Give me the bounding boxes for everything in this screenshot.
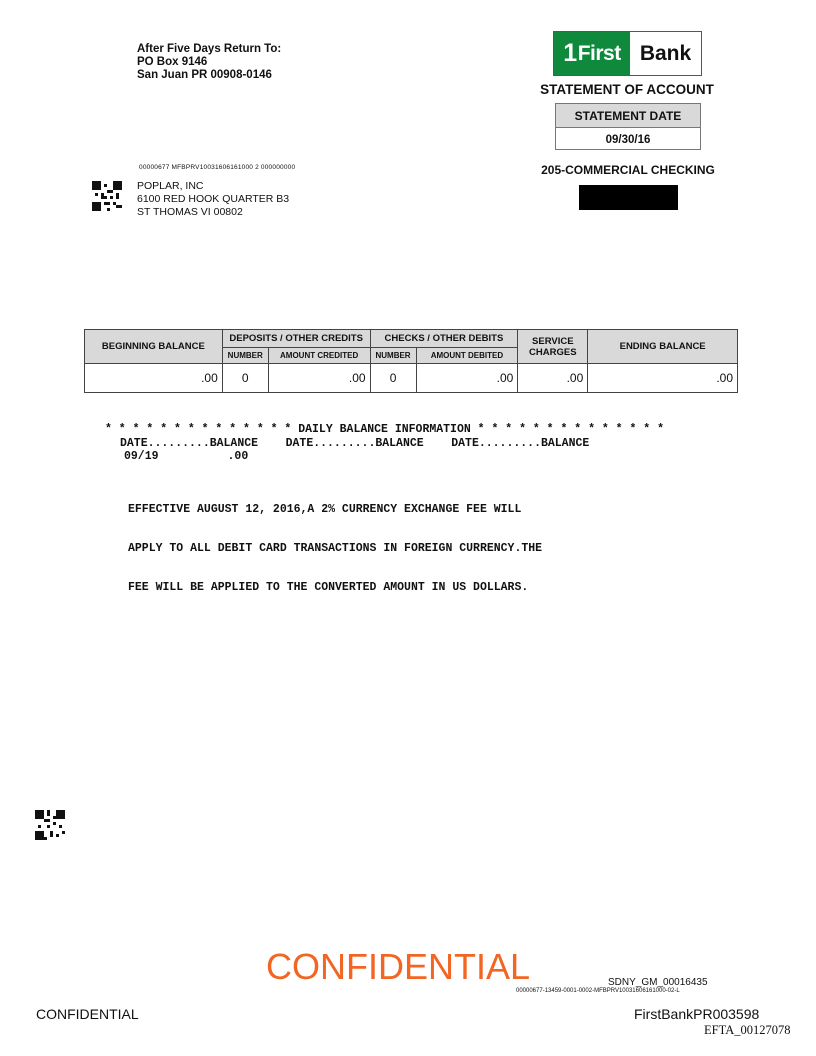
statement-date-value: 09/30/16 xyxy=(605,133,651,146)
bates-number: FirstBankPR003598 xyxy=(634,1006,760,1022)
fee-notice xyxy=(128,477,542,607)
daily-balance-row: 09/19 .00 xyxy=(124,450,249,463)
return-address xyxy=(137,43,281,82)
barcode-icon xyxy=(35,810,65,840)
bank-logo xyxy=(553,31,702,76)
daily-balance-banner: * * * * * * * * * * * * * * DAILY BALANCE INFORMATION * * * * * * * * * * * * * * xyxy=(105,423,664,436)
deposits-number-value: 0 xyxy=(222,364,268,393)
return-address-line3: San Juan PR 00908-0146 xyxy=(137,69,272,81)
confidential-stamp: CONFIDENTIAL xyxy=(266,946,531,987)
micro-code: 00000677-13459-0001-0002-MFBPRV10031606161000-02-L xyxy=(516,988,680,994)
header-beginning-balance: BEGINNING BALANCE xyxy=(85,330,223,364)
mailing-code: 00000677 MFBPRV10031606161000 2 000000000 xyxy=(139,164,296,171)
amount-credited-value: .00 xyxy=(268,364,370,393)
barcode-icon xyxy=(92,181,122,211)
statement-date-label: STATEMENT DATE xyxy=(556,104,700,128)
fee-notice-line1: EFFECTIVE AUGUST 12, 2016,A 2% CURRENCY EXCHANGE FEE WILL xyxy=(128,503,522,516)
account-summary-table xyxy=(84,329,738,393)
header-deposits: DEPOSITS / OTHER CREDITS xyxy=(222,330,370,348)
recipient-name: POPLAR, INC xyxy=(137,180,204,192)
table-row xyxy=(85,364,738,393)
bank-logo-word-bank: Bank xyxy=(639,41,692,65)
statement-date-box xyxy=(555,103,701,150)
return-address-line1: After Five Days Return To: xyxy=(137,43,282,55)
service-charges-value: .00 xyxy=(518,364,588,393)
fee-notice-line3: FEE WILL BE APPLIED TO THE CONVERTED AMOUNT IN US DOLLARS. xyxy=(128,581,529,594)
account-type: 205-COMMERCIAL CHECKING xyxy=(541,163,715,177)
header-ending-balance: ENDING BALANCE xyxy=(588,330,738,364)
bank-logo-numeral: 1 xyxy=(563,39,577,67)
checks-number-value: 0 xyxy=(370,364,416,393)
ending-balance-value: .00 xyxy=(588,364,738,393)
bank-logo-green-block xyxy=(554,32,630,75)
header-checks-number: NUMBER xyxy=(370,348,416,364)
efta-number: EFTA_00127078 xyxy=(704,1023,791,1037)
recipient-street: 6100 RED HOOK QUARTER B3 xyxy=(137,193,290,205)
daily-balance-header: DATE.........BALANCE DATE.........BALANCE DATE.........BALANCE xyxy=(120,437,590,450)
fee-notice-line2: APPLY TO ALL DEBIT CARD TRANSACTIONS IN FOREIGN CURRENCY.THE xyxy=(128,542,543,555)
recipient-city: ST THOMAS VI 00802 xyxy=(137,206,243,218)
confidential-label: CONFIDENTIAL xyxy=(36,1006,139,1022)
amount-debited-value: .00 xyxy=(416,364,518,393)
sdny-id: SDNY_GM_00016435 xyxy=(608,977,708,988)
header-service-charges: SERVICE CHARGES xyxy=(518,330,588,364)
beginning-balance-value: .00 xyxy=(85,364,223,393)
header-deposits-number: NUMBER xyxy=(222,348,268,364)
return-address-line2: PO Box 9146 xyxy=(137,56,208,68)
header-amount-credited: AMOUNT CREDITED xyxy=(268,348,370,364)
recipient-address xyxy=(137,180,289,219)
redaction-box xyxy=(579,185,678,210)
statement-title: STATEMENT OF ACCOUNT xyxy=(540,82,714,97)
bank-logo-word-first: First xyxy=(577,41,621,65)
header-amount-debited: AMOUNT DEBITED xyxy=(416,348,518,364)
header-checks: CHECKS / OTHER DEBITS xyxy=(370,330,518,348)
